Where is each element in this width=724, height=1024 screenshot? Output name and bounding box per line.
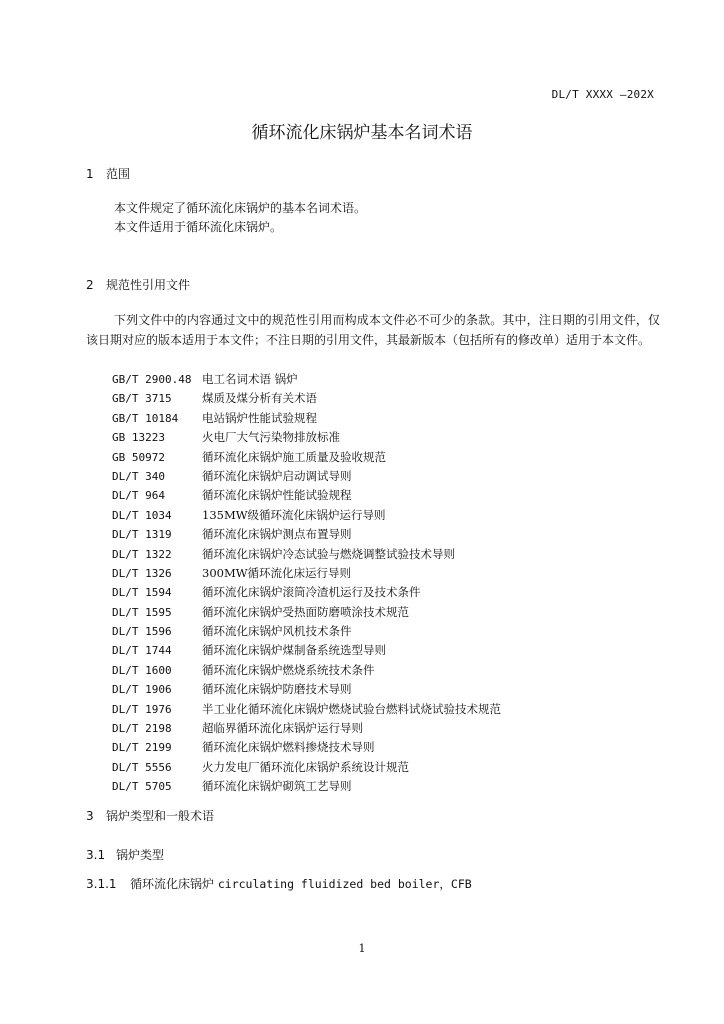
- reference-item: [112, 467, 501, 486]
- reference-title: 循环流化床锅炉受热面防磨喷涂技术规范: [202, 604, 409, 619]
- reference-item: [112, 448, 501, 467]
- term-3-1-1-heading: [86, 875, 472, 892]
- reference-title: 循环流化床锅炉风机技术条件: [202, 624, 352, 639]
- reference-code: DL/T 1594: [112, 586, 172, 600]
- reference-title: 循环流化床锅炉燃料掺烧技术导则: [202, 740, 375, 755]
- reference-title: 电站锅炉性能试验规程: [202, 410, 317, 425]
- section-number: 2: [86, 278, 94, 292]
- subsection-number: 3.1: [86, 848, 106, 862]
- reference-code: GB 50972: [112, 450, 165, 464]
- reference-title: 循环流化床锅炉煤制备系统选型导则: [202, 643, 386, 658]
- reference-item: [112, 506, 501, 525]
- normative-references-intro: 下列文件中的内容通过文中的规范性引用而构成本文件必不可少的条款。其中，注日期的引用文件，仅该日期对应的版本适用于本文件；不注日期的引用文件，其最新版本（包括所有的修改单）适用于本文件。: [86, 313, 660, 347]
- section-1-heading: [86, 165, 130, 182]
- reference-item: [112, 583, 501, 602]
- reference-item: [112, 622, 501, 641]
- reference-item: [112, 486, 501, 505]
- term-number: 3.1.1: [86, 877, 117, 891]
- reference-title: 火力发电厂循环流化床锅炉系统设计规范: [202, 759, 409, 774]
- reference-item: [112, 777, 501, 796]
- section-title: 规范性引用文件: [106, 278, 191, 292]
- section-3-heading: [86, 807, 214, 824]
- reference-item: [112, 409, 501, 428]
- reference-code: DL/T 1595: [112, 605, 172, 619]
- reference-code: DL/T 1744: [112, 644, 172, 658]
- reference-item: [112, 758, 501, 777]
- subsection-3-1-heading: [86, 846, 164, 863]
- reference-item: [112, 719, 501, 738]
- reference-code: DL/T 2198: [112, 722, 172, 736]
- subsection-title: 锅炉类型: [116, 848, 165, 862]
- reference-code: DL/T 1976: [112, 702, 172, 716]
- reference-title: 循环流化床锅炉滚筒冷渣机运行及技术条件: [202, 585, 421, 600]
- term-chinese: 循环流化床锅炉: [130, 877, 215, 891]
- term-english: circulating fluidized bed boiler，CFB: [217, 877, 472, 891]
- reference-code: DL/T 1326: [112, 566, 172, 580]
- document-code: DL/T XXXX —202X: [551, 88, 654, 101]
- reference-title: 循环流化床锅炉冷态试验与燃烧调整试验技术导则: [202, 546, 455, 561]
- reference-title: 循环流化床锅炉测点布置导则: [202, 527, 352, 542]
- reference-title: 135MW级循环流化床锅炉运行导则: [202, 507, 386, 522]
- reference-item: [112, 700, 501, 719]
- section-title: 范围: [106, 167, 131, 181]
- section-number: 3: [86, 809, 94, 823]
- reference-code: DL/T 5705: [112, 780, 172, 794]
- reference-title: 循环流化床锅炉性能试验规程: [202, 488, 352, 503]
- reference-list: [112, 370, 501, 797]
- reference-code: DL/T 1600: [112, 663, 172, 677]
- scope-paragraph-2: 本文件适用于循环流化床锅炉。: [114, 220, 283, 234]
- reference-title: 循环流化床锅炉燃烧系统技术条件: [202, 662, 375, 677]
- reference-title: 超临界循环流化床锅炉运行导则: [202, 721, 363, 736]
- reference-code: GB 13223: [112, 431, 165, 445]
- reference-title: 循环流化床锅炉施工质量及验收规范: [202, 449, 386, 464]
- reference-title: 循环流化床锅炉砌筑工艺导则: [202, 779, 352, 794]
- reference-code: GB/T 10184: [112, 411, 179, 425]
- reference-code: DL/T 1319: [112, 528, 172, 542]
- reference-code: GB/T 2900.48: [112, 373, 192, 386]
- reference-code: DL/T 1596: [112, 625, 172, 639]
- reference-code: DL/T 1034: [112, 508, 172, 522]
- reference-code: GB/T 3715: [112, 392, 172, 406]
- reference-code: DL/T 5556: [112, 760, 172, 774]
- section-title: 锅炉类型和一般术语: [106, 809, 215, 823]
- reference-code: DL/T 964: [112, 489, 165, 503]
- reference-item: [112, 641, 501, 660]
- reference-item: [112, 680, 501, 699]
- reference-code: DL/T 1906: [112, 683, 172, 697]
- scope-paragraph-1: 本文件规定了循环流化床锅炉的基本名词术语。: [114, 201, 367, 215]
- reference-title: 循环流化床锅炉启动调试导则: [202, 468, 352, 483]
- reference-item: [112, 428, 501, 447]
- reference-title: 300MW循环流化床运行导则: [202, 565, 352, 580]
- reference-item: [112, 603, 501, 622]
- reference-code: DL/T 1322: [112, 547, 172, 561]
- reference-code: DL/T 340: [112, 469, 165, 483]
- reference-title: 煤质及煤分析有关术语: [202, 391, 317, 406]
- reference-item: [112, 370, 501, 389]
- reference-title: 火电厂大气污染物排放标准: [202, 430, 340, 445]
- page-number: 1: [358, 942, 366, 955]
- reference-item: [112, 525, 501, 544]
- reference-item: [112, 738, 501, 757]
- reference-item: [112, 564, 501, 583]
- section-2-heading: [86, 276, 190, 293]
- reference-title: 电工名词术语 锅炉: [202, 372, 298, 386]
- reference-item: [112, 389, 501, 408]
- section-number: 1: [86, 167, 94, 181]
- reference-code: DL/T 2199: [112, 741, 172, 755]
- reference-item: [112, 545, 501, 564]
- reference-title: 循环流化床锅炉防磨技术导则: [202, 682, 352, 697]
- reference-title: 半工业化循环流化床锅炉燃烧试验台燃料试烧试验技术规范: [202, 701, 501, 716]
- reference-item: [112, 661, 501, 680]
- document-title: 循环流化床锅炉基本名词术语: [251, 123, 473, 143]
